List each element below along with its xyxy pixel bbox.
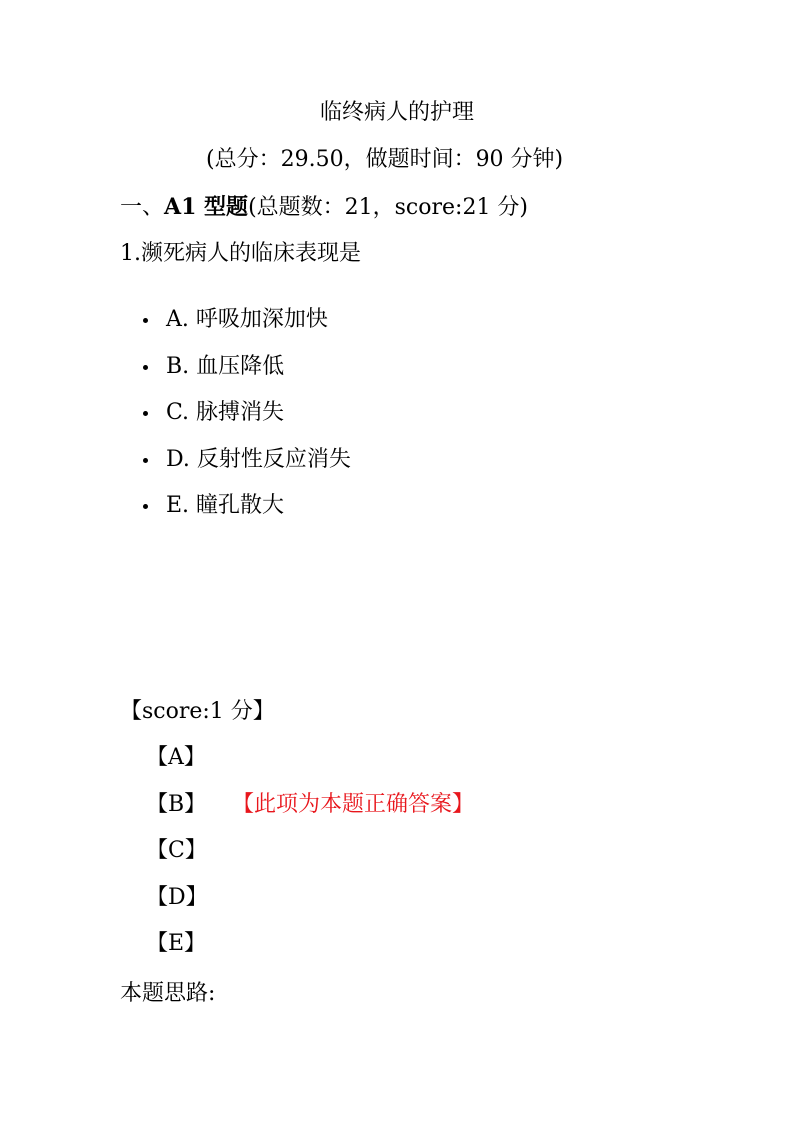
correct-answer-marker: 【此项为本题正确答案】 xyxy=(232,791,475,817)
option-label: E. 瞳孔散大 xyxy=(166,493,285,518)
analysis-label: 本题思路: xyxy=(120,981,216,1006)
exam-summary: (总分：29.50，做题时间：90 分钟) xyxy=(206,147,564,172)
answer-item-a xyxy=(146,744,208,791)
option-label: D. 反射性反应消失 xyxy=(166,446,351,472)
option-label: A. 呼吸加深加快 xyxy=(166,307,328,332)
answer-item-b xyxy=(146,791,475,838)
answer-label: 【E】 xyxy=(146,931,207,956)
bullet-icon xyxy=(143,365,148,370)
option-item xyxy=(140,353,351,400)
option-item xyxy=(140,306,351,353)
option-item xyxy=(140,446,351,493)
bullet-icon xyxy=(143,504,148,509)
question-score: 【score:1 分】 xyxy=(120,699,275,724)
page-title: 临终病人的护理 xyxy=(319,100,474,125)
section-prefix: 一、 xyxy=(120,195,165,220)
section-info: (总题数：21，score:21 分) xyxy=(248,195,529,220)
answer-item-d xyxy=(146,884,208,931)
option-label: B. 血压降低 xyxy=(166,353,285,379)
section-type: A1 型题 xyxy=(164,194,249,220)
question-text: 1.濒死病人的临床表现是 xyxy=(120,241,361,266)
answer-label: 【A】 xyxy=(146,745,206,770)
bullet-icon xyxy=(143,458,148,463)
answer-list xyxy=(146,744,475,977)
option-list xyxy=(140,306,351,539)
answer-item-c xyxy=(146,837,208,884)
section-heading xyxy=(120,193,528,222)
answer-label: 【C】 xyxy=(146,838,207,863)
answer-label: 【D】 xyxy=(146,884,208,910)
answer-label: 【B】 xyxy=(146,791,207,817)
option-item xyxy=(140,492,351,539)
bullet-icon xyxy=(143,411,148,416)
option-item xyxy=(140,399,351,446)
option-label: C. 脉搏消失 xyxy=(166,400,285,425)
answer-item-e xyxy=(146,930,208,977)
bullet-icon xyxy=(143,318,148,323)
